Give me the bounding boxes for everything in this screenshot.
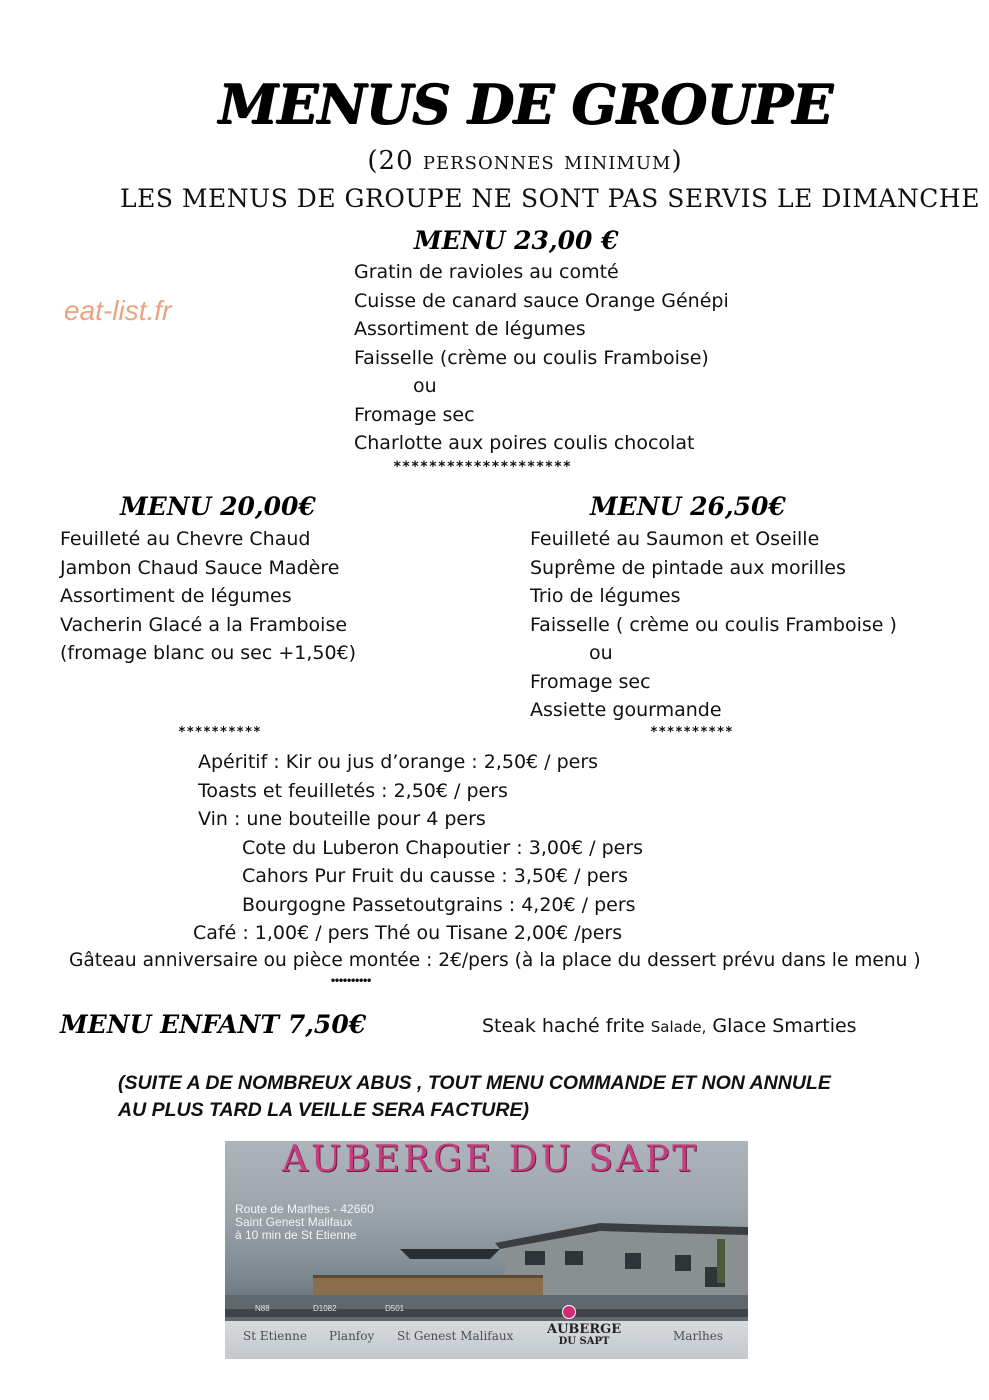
place-label: St Etienne: [243, 1329, 307, 1343]
auberge-banner-image: [225, 1141, 748, 1359]
menu-enfant-salade: Salade,: [650, 1018, 707, 1036]
menu-26-or: ou: [589, 642, 613, 664]
logo-top: AUBERGE: [547, 1322, 622, 1337]
menu-enfant-main: Steak haché frite: [482, 1015, 645, 1037]
menu-20-item: (fromage blanc ou sec +1,50€): [60, 642, 357, 664]
menu-26-items: [530, 525, 897, 725]
page-title: MENUS DE GROUPE: [218, 72, 832, 136]
address-line: Route de Marlhes - 42660: [235, 1202, 374, 1216]
road-label: N88: [255, 1304, 270, 1313]
menu-26-title: MENU 26,50€: [590, 492, 786, 521]
warning-line: AU PLUS TARD LA VEILLE SERA FACTURE): [118, 1099, 529, 1121]
menu-23-item: Charlotte aux poires coulis chocolat: [354, 432, 695, 454]
wine-item: Bourgogne Passetoutgrains : 4,20€ / pers: [242, 894, 636, 916]
address-line: à 10 min de St Etienne: [235, 1228, 357, 1242]
building-illustration: [225, 1211, 748, 1311]
menu-20-item: Jambon Chaud Sauce Madère: [60, 556, 340, 579]
menu-23-item: Gratin de ravioles au comté: [354, 261, 619, 283]
place-label: St Genest Malifaux: [397, 1329, 514, 1343]
menu-26-item: Faisselle ( crème ou coulis Framboise ): [530, 613, 897, 636]
menu-23-items: [354, 258, 729, 458]
menu-enfant-dessert: Glace Smarties: [712, 1015, 857, 1037]
menu-20-item: Assortiment de légumes: [60, 585, 292, 607]
menu-20-item: Vacherin Glacé a la Framboise: [60, 613, 348, 636]
address-line: Saint Genest Malifaux: [235, 1215, 353, 1229]
menu-23-or: ou: [413, 375, 437, 397]
menu-enfant-title: MENU ENFANT 7,50€: [60, 1010, 367, 1039]
menu-enfant-items: [482, 1012, 857, 1042]
place-label: Planfoy: [329, 1329, 375, 1343]
extra-toasts: Toasts et feuilletés : 2,50€ / pers: [198, 780, 508, 802]
separator: **********: [650, 725, 734, 740]
extra-cafe: Café : 1,00€ / pers Thé ou Tisane 2,00€ /pers: [193, 922, 623, 944]
extra-gateau: Gâteau anniversaire ou pièce montée : 2€/pers (à la place du dessert prévu dans le menu ): [69, 950, 921, 971]
menu-20-items: [60, 525, 356, 668]
menu-23-item: Assortiment de légumes: [354, 318, 586, 340]
sunday-notice: LES MENUS DE GROUPE NE SONT PAS SERVIS LE DIMANCHE: [120, 184, 980, 213]
minimum-notice: (20 personnes minimum): [367, 146, 683, 176]
road-label: D501: [385, 1304, 405, 1313]
auberge-logo: [547, 1324, 621, 1348]
location-pin-icon: [562, 1305, 576, 1319]
menu-20-title: MENU 20,00€: [120, 492, 316, 521]
road-line: [225, 1309, 748, 1317]
menu-23-item: Fromage sec: [354, 403, 475, 426]
separator: ••••••••••: [330, 976, 371, 987]
cancellation-warning: [118, 1070, 831, 1124]
menu-23-item: Cuisse de canard sauce Orange Génépi: [354, 289, 729, 312]
menu-26-item: Feuilleté au Saumon et Oseille: [530, 528, 820, 550]
extra-aperitif: Apéritif : Kir ou jus d’orange : 2,50€ / pers: [198, 751, 599, 773]
place-label: Marlhes: [673, 1329, 724, 1343]
watermark: eat-list.fr: [64, 295, 172, 326]
menu-26-item: Assiette gourmande: [530, 699, 722, 721]
menu-26-item: Suprême de pintade aux morilles: [530, 556, 846, 579]
banner-title: AUBERGE DU SAPT: [281, 1141, 700, 1180]
wine-item: Cahors Pur Fruit du causse : 3,50€ / pers: [242, 865, 629, 887]
warning-line: (SUITE A DE NOMBREUX ABUS , TOUT MENU COMMANDE ET NON ANNULE: [118, 1072, 831, 1094]
menu-23-item: Faisselle (crème ou coulis Framboise): [354, 346, 709, 369]
logo-bottom: DU SAPT: [558, 1336, 610, 1347]
menu-20-item: Feuilleté au Chevre Chaud: [60, 528, 311, 550]
menu-23-title: MENU 23,00 €: [414, 226, 619, 255]
separator: ********************: [393, 459, 572, 475]
menu-26-item: Trio de légumes: [530, 585, 681, 607]
extra-vin: Vin : une bouteille pour 4 pers: [198, 808, 486, 830]
menu-26-item: Fromage sec: [530, 670, 651, 693]
wine-item: Cote du Luberon Chapoutier : 3,00€ / pers: [242, 837, 644, 859]
road-label: D1082: [313, 1304, 337, 1313]
separator: **********: [178, 725, 262, 740]
